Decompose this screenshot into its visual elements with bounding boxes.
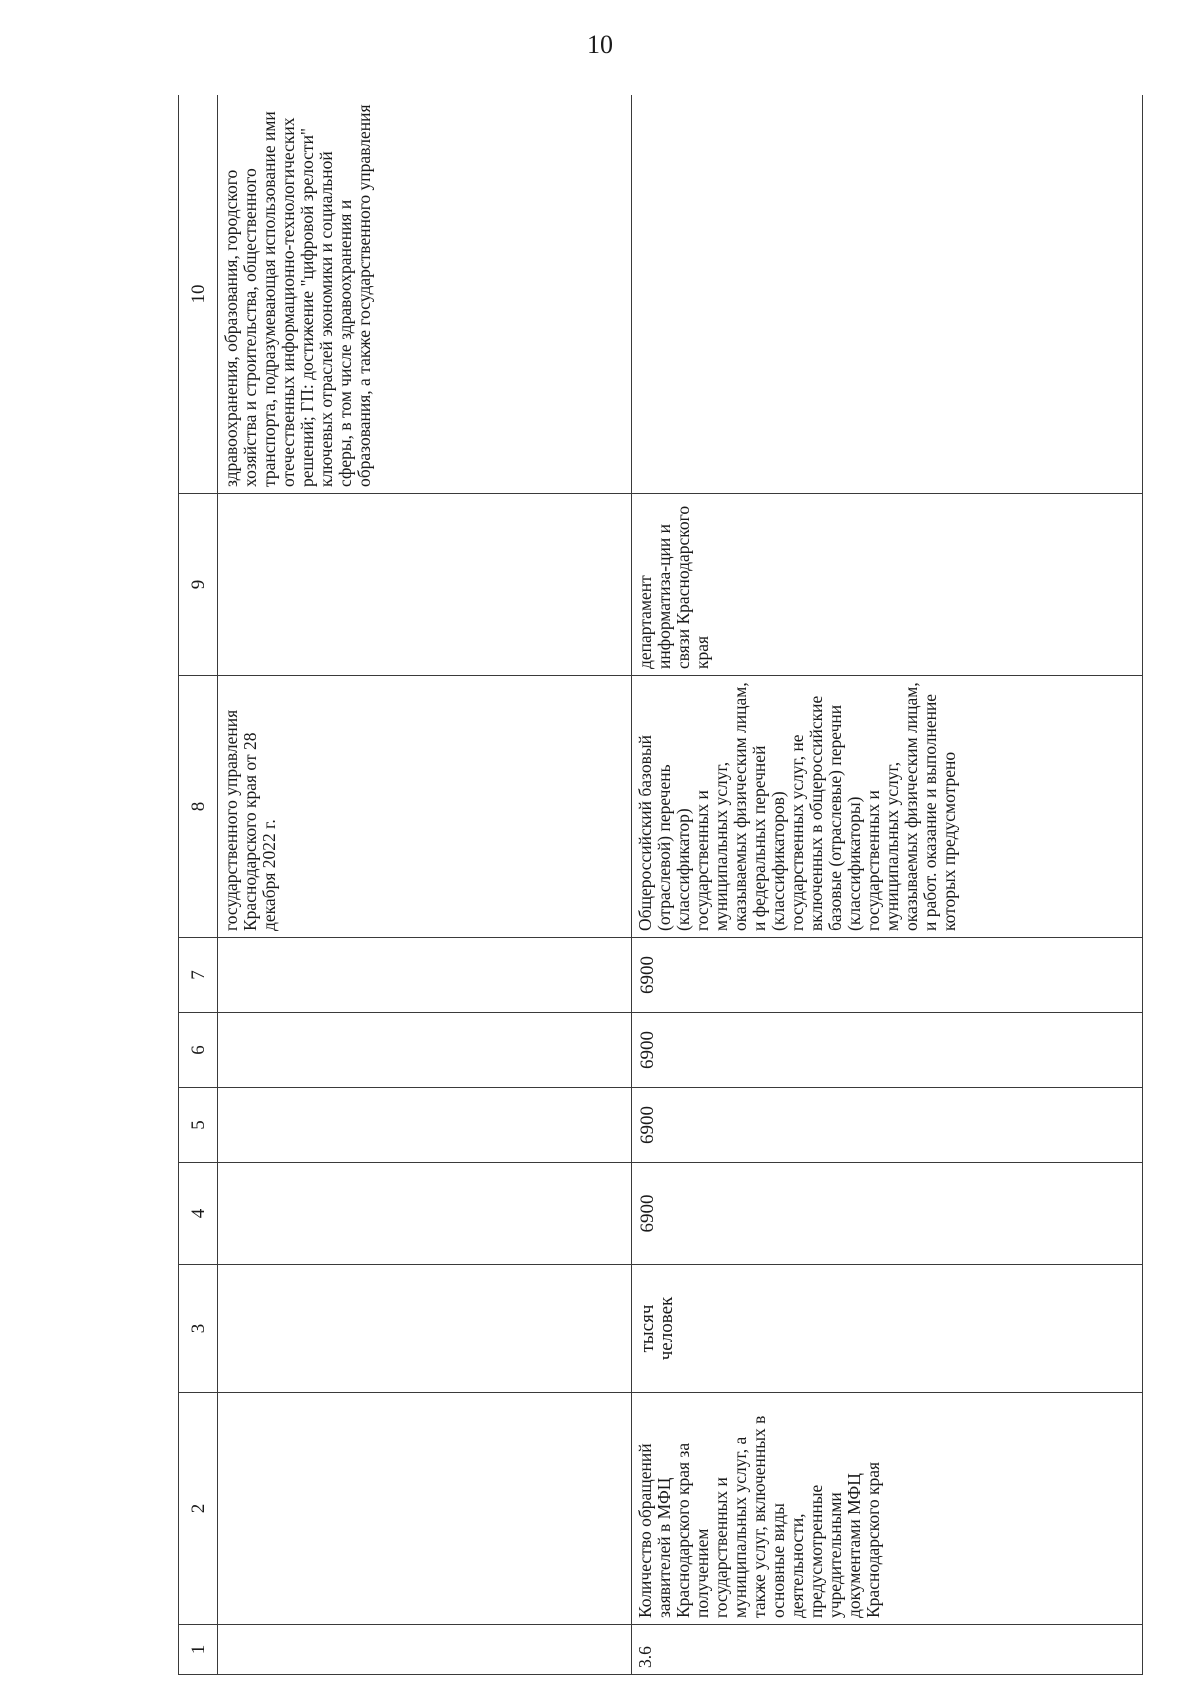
cell-source: Общероссийский базовый (отраслевой) перечень (классификатор) государственных и муниципальных услуг, оказываемых физическим лицам, и федеральных перечней (классификаторов) государственных услуг, не включенных в общероссийские базовые (отраслевые) перечни (классификаторы) государственных и муниципальных услуг, оказываемых физическим лицам, и работ. оказание и выполнение которых предусмотрено	[632, 676, 1143, 938]
header-col-9: 9	[179, 494, 218, 676]
cell-value-3: 6900	[632, 1013, 1143, 1088]
cell-unit	[218, 1265, 632, 1393]
header-col-10: 10	[179, 95, 218, 494]
cell-goal-link: здравоохранения, образования, городского хозяйства и строительства, общественного транспорта, подразумевающая использование ими отечественных информационно-технологических решений; ГП: достижение "цифровой зрелости" ключевых отраслей экономики и социальной сферы, в том числе здравоохранения и образования, а также государственного управления	[218, 95, 632, 494]
cell-source: государственного управления Краснодарского края от 28 декабря 2022 г.	[218, 676, 632, 938]
cell-unit: тысяч человек	[632, 1265, 1143, 1393]
indicators-table	[178, 95, 1143, 1675]
cell-value-1	[218, 1163, 632, 1265]
cell-value-1: 6900	[632, 1163, 1143, 1265]
header-col-8: 8	[179, 676, 218, 938]
cell-number	[218, 1625, 632, 1675]
rotated-table-container	[178, 95, 1143, 1675]
cell-number: 3.6	[632, 1625, 1143, 1675]
cell-value-2	[218, 1088, 632, 1163]
table-row-continued	[218, 95, 632, 1675]
header-col-7: 7	[179, 938, 218, 1013]
header-col-4: 4	[179, 1163, 218, 1265]
header-col-2: 2	[179, 1393, 218, 1625]
rotated-table	[178, 95, 1143, 1675]
header-col-3: 3	[179, 1265, 218, 1393]
table-row-3-6	[632, 95, 1143, 1675]
cell-goal-link	[632, 95, 1143, 494]
cell-value-3	[218, 1013, 632, 1088]
cell-value-4: 6900	[632, 938, 1143, 1013]
cell-responsible	[218, 494, 632, 676]
cell-value-4	[218, 938, 632, 1013]
header-row	[179, 95, 218, 1675]
cell-indicator-name	[218, 1393, 632, 1625]
header-col-6: 6	[179, 1013, 218, 1088]
cell-responsible: департамент информатиза-ции и связи Краснодарского края	[632, 494, 1143, 676]
page-number: 10	[587, 30, 613, 59]
header-col-5: 5	[179, 1088, 218, 1163]
cell-value-2: 6900	[632, 1088, 1143, 1163]
cell-indicator-name: Количество обращений заявителей в МФЦ Краснодарского края за получением государственных и муниципальных услуг, а также услуг, включенных в основные виды деятельности, предусмотренные учредительными документами МФЦ Краснодарского края	[632, 1393, 1143, 1625]
header-col-1: 1	[179, 1625, 218, 1675]
